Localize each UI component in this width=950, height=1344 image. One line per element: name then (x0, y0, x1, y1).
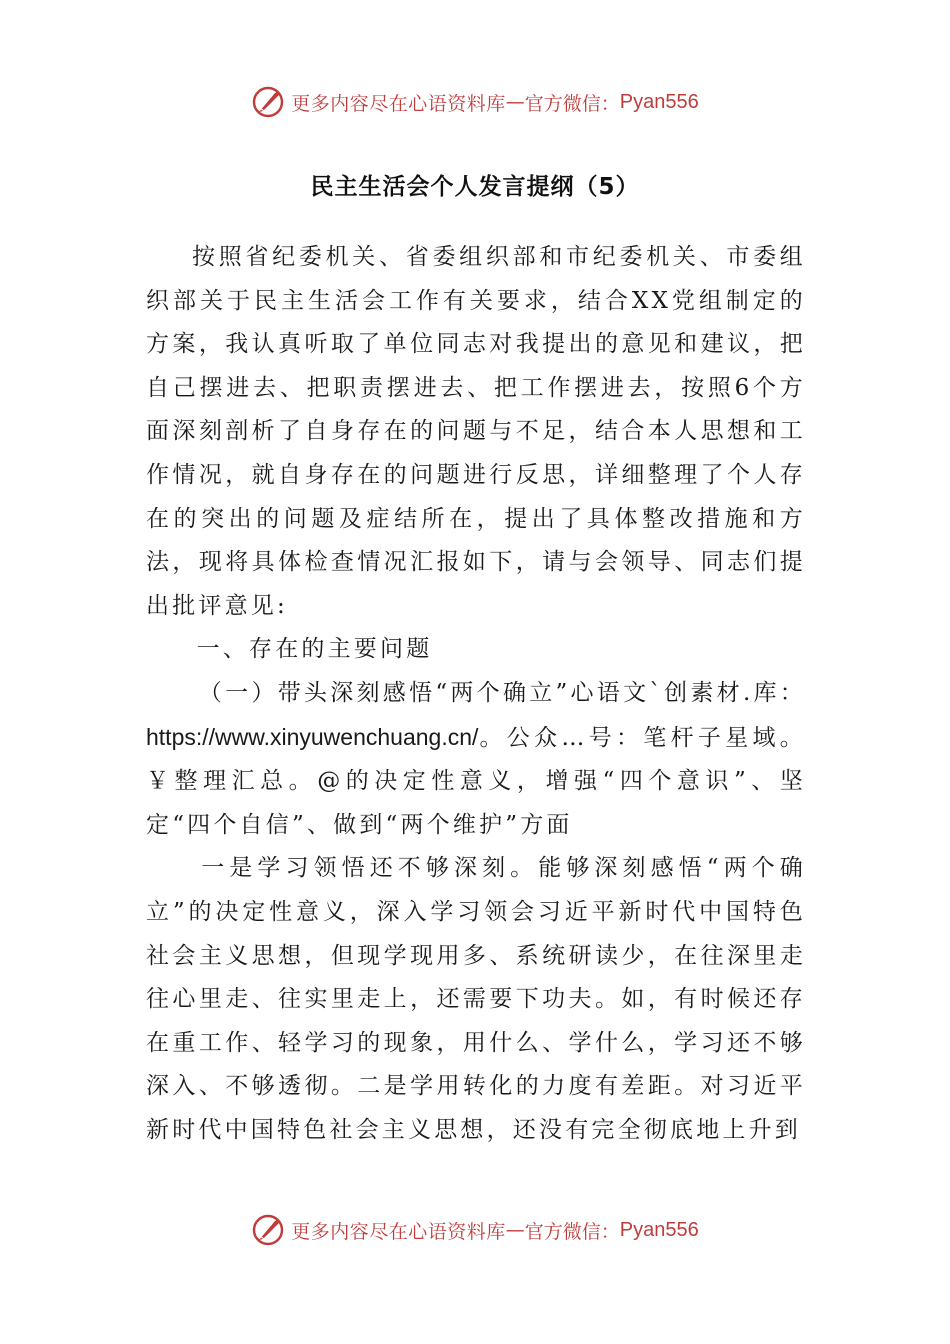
intro-paragraph: 按照省纪委机关、省委组织部和市纪委机关、市委组织部关于民主生活会工作有关要求，结合XX党组制定的方案，我认真听取了单位同志对我提出的意见和建议，把自己摆进去、把职责摆进去、把工作摆进去，按照6个方面深刻剖析了自身存在的问题与不足，结合本人思想和工作情况，就自身存在的问题进行反思，详细整理了个人存在的突出的问题及症结所在，提出了具体整改措施和方法，现将具体检查情况汇报如下，请与会领导、同志们提出批评意见: (146, 244, 806, 619)
footer-brand: 更多内容尽在心语资料库 (291, 1220, 506, 1243)
quill-logo-icon (251, 85, 285, 119)
footer-wechat-label: 官方微信： (524, 1220, 620, 1243)
body-paragraph-1: 一是学习领悟还不够深刻。能够深刻感悟“两个确立”的决定性意义，深入学习领会习近平新时代中国特色社会主义思想，但现学现用多、系统研读少，在往深里走往心里走、往实里走上，还需要下功夫。如，有时候还存在重工作、轻学习的现象，用什么、学什么，学习还不够深入、不够透彻。二是学用转化的力度有差距。对习近平新时代中国特色社会主义思想，还没有完全彻底地上升到 (146, 855, 806, 1143)
header-wechat-label: 官方微信： (524, 92, 620, 115)
header-brand: 更多内容尽在心语资料库 (291, 92, 506, 115)
document-body (146, 236, 806, 1152)
source-url-link[interactable]: https://www.xinyuwenchuang.cn/ (146, 723, 479, 750)
subsection-text-b: 。公众…号：笔杆子星域。￥整理汇总。@的决定性意义，增强“四个意识”、坚定“四个自信”、做到“两个维护”方面 (146, 724, 806, 838)
section-heading-1: 一、存在的主要问题 (196, 636, 433, 663)
header-banner (0, 82, 950, 122)
subsection-heading-1 (146, 672, 806, 847)
footer-banner (0, 1210, 950, 1250)
subsection-text-a: （一）带头深刻感悟“两个确立”心语文`创素材.库： (198, 679, 806, 706)
document-title: 民主生活会个人发言提纲（5） (310, 174, 640, 200)
footer-dash: — (505, 1219, 525, 1241)
header-dash: — (505, 91, 525, 113)
quill-logo-icon (251, 1213, 285, 1247)
header-wechat-id: Pyan556 (619, 90, 699, 113)
footer-wechat-id: Pyan556 (619, 1218, 699, 1241)
